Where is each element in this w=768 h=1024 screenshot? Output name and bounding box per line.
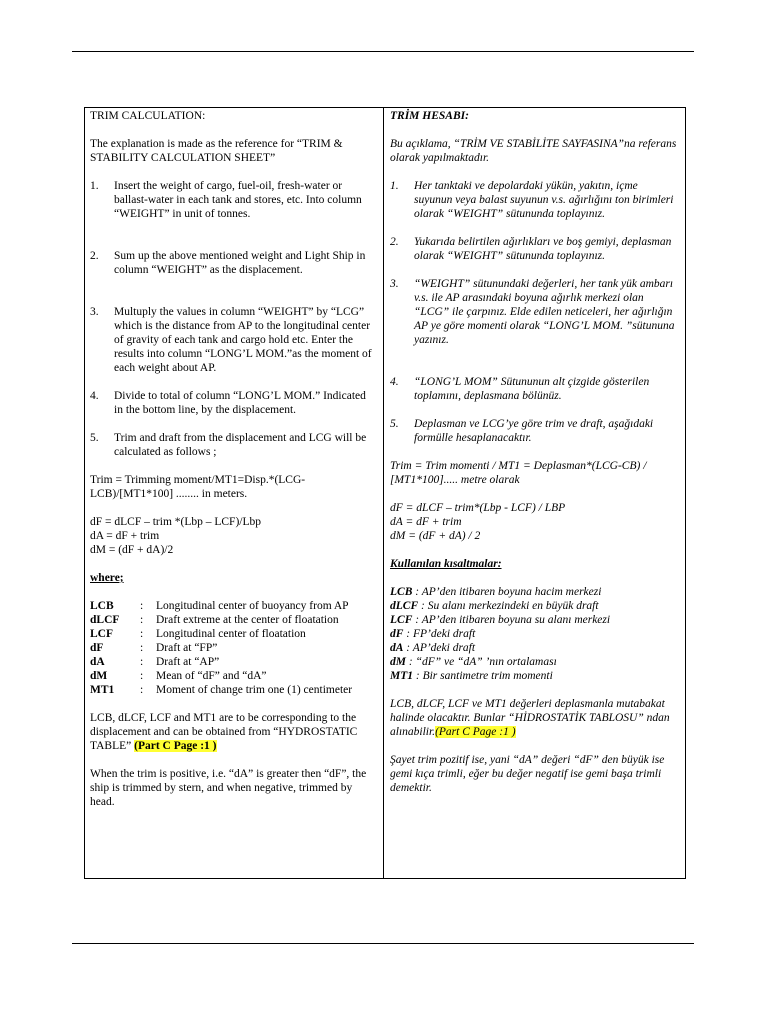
abbr-desc: : AP’deki draft xyxy=(406,642,476,654)
hydrostatic-paragraph xyxy=(90,711,376,753)
abbr-sep: : xyxy=(140,656,144,668)
part-c-reference: (Part C Page :1 ) xyxy=(134,740,217,752)
section-title: TRİM HESABI: xyxy=(390,110,469,122)
step-item xyxy=(90,431,376,459)
abbr-key: dA xyxy=(90,656,105,668)
step-text: Yukarıda belirtilen ağırlıkları ve boş gemiyi, deplasman olarak “WEIGHT” sütununda toplayınız. xyxy=(414,236,672,262)
formula-dm: dM = (dF + dA)/2 xyxy=(90,544,174,556)
step-text: Her tanktaki ve depolardaki yükün, yakıtın, içme suyunun veya balast suyunun v.s. ağırlığını ton birimleri olarak “WEIGHT” sütununda toplayınız. xyxy=(414,180,674,220)
abbr-desc: Mean of “dF” and “dA” xyxy=(156,670,267,682)
step-text: Multuply the values in column “WEIGHT” by “LCG” which is the distance from AP to the longitudinal center of gravity of each tank and cargo hold etc. Enter the results into column “LONG’L MOM.”as the moment of each weight about AP. xyxy=(114,306,372,374)
abbr-desc: Longitudinal center of buoyancy from AP xyxy=(156,600,349,612)
hydrostatic-text: LCB, dLCF, LCF ve MT1 değerleri deplasmanla mutabakat halinde olacaktır. Bunlar “HİDROSTATİK TABLOSU” ndan alınabilir. xyxy=(390,698,670,738)
abbr-key: LCF xyxy=(390,614,413,626)
step-text: Deplasman ve LCG’ye göre trim ve draft, aşağıdaki formülle hesaplanacaktır. xyxy=(414,418,654,444)
step-number: 2. xyxy=(90,250,99,262)
formula-da: dA = dF + trim xyxy=(390,516,462,528)
abbr-sep: : xyxy=(140,642,144,654)
abbreviation-row xyxy=(90,655,376,669)
abbr-desc: : Bir santimetre trim momenti xyxy=(415,670,553,682)
intro-paragraph: The explanation is made as the reference for “TRIM & STABILITY CALCULATION SHEET” xyxy=(90,138,343,164)
part-c-reference: (Part C Page :1 ) xyxy=(435,726,516,738)
step-text: Divide to total of column “LONG’L MOM.” Indicated in the bottom line, by the displacement. xyxy=(114,390,366,416)
abbr-desc: Draft extreme at the center of floatation xyxy=(156,614,339,626)
step-number: 4. xyxy=(390,376,399,388)
step-number: 2. xyxy=(390,236,399,248)
abbr-desc: : AP’den itibaren boyuna hacim merkezi xyxy=(415,586,602,598)
step-number: 4. xyxy=(90,390,99,402)
step-number: 3. xyxy=(390,278,399,290)
where-label: where; xyxy=(90,572,124,584)
step-item xyxy=(390,375,678,403)
step-item xyxy=(90,305,376,375)
step-text: Insert the weight of cargo, fuel-oil, fresh-water or ballast-water in each tank and stores, etc. Into column “WEIGHT” in unit of tonnes. xyxy=(114,180,362,220)
closing-paragraph: Şayet trim pozitif ise, yani “dA” değeri “dF” den büyük ise gemi kıça trimli, eğer bu değer negatif ise gemi başa trimli demektir. xyxy=(390,754,665,794)
step-item xyxy=(90,389,376,417)
abbr-key: LCB xyxy=(390,586,413,598)
abbr-key: dA xyxy=(390,642,404,654)
abbr-key: LCB xyxy=(90,600,114,612)
abbreviation-row xyxy=(390,599,678,613)
turkish-column xyxy=(390,109,678,795)
step-item xyxy=(90,249,376,277)
step-text: Sum up the above mentioned weight and Light Ship in column “WEIGHT” as the displacement. xyxy=(114,250,366,276)
abbr-desc: : AP’den itibaren boyuna su alanı merkezi xyxy=(415,614,611,626)
abbreviation-row xyxy=(390,669,678,683)
abbreviation-row xyxy=(90,669,376,683)
abbreviation-row xyxy=(90,683,376,697)
step-text: “WEIGHT” sütunundaki değerleri, her tank yük ambarı v.s. ile AP arasındaki boyuna ağırlık merkezi olan “LCG” ile çarpınız. Elde edilen neticeleri, her ağırlığın AP ye göre momenti olarak “LONG’L MOM. ”sütununa yazınız. xyxy=(414,278,675,346)
formula-df: dF = dLCF – trim*(Lbp - LCF) / LBP xyxy=(390,502,566,514)
step-number: 5. xyxy=(390,418,399,430)
abbr-desc: : “dF” ve “dA” ’nın ortalaması xyxy=(408,656,557,668)
column-divider xyxy=(383,107,384,879)
trim-formula: Trim = Trimming moment/MT1=Disp.*(LCG-LCB)/[MT1*100] ........ in meters. xyxy=(90,474,306,500)
step-number: 1. xyxy=(90,180,99,192)
step-item xyxy=(390,235,678,263)
step-text: “LONG’L MOM” Sütununun alt çizgide gösterilen toplamını, deplasmana bölünüz. xyxy=(414,376,650,402)
step-item xyxy=(90,179,376,221)
abbr-key: dLCF xyxy=(90,614,120,626)
abbreviation-row xyxy=(390,613,678,627)
abbreviation-row xyxy=(90,627,376,641)
step-item xyxy=(390,277,678,347)
abbreviation-row xyxy=(390,641,678,655)
abbreviation-row xyxy=(90,599,376,613)
closing-paragraph: When the trim is positive, i.e. “dA” is greater then “dF”, the ship is trimmed by stern, and when negative, trimmed by head. xyxy=(90,768,367,808)
step-number: 1. xyxy=(390,180,399,192)
abbr-key: dM xyxy=(90,670,108,682)
abbreviation-row xyxy=(90,613,376,627)
step-item xyxy=(390,417,678,445)
abbreviation-row xyxy=(90,641,376,655)
abbreviation-row xyxy=(390,585,678,599)
step-number: 3. xyxy=(90,306,99,318)
abbr-key: LCF xyxy=(90,628,113,640)
abbr-sep: : xyxy=(140,628,144,640)
formula-df: dF = dLCF – trim *(Lbp – LCF)/Lbp xyxy=(90,516,262,528)
abbr-key: MT1 xyxy=(390,670,413,682)
abbr-desc: : FP’deki draft xyxy=(406,628,476,640)
formula-da: dA = dF + trim xyxy=(90,530,160,542)
abbr-sep: : xyxy=(140,614,144,626)
intro-paragraph: Bu açıklama, “TRİM VE STABİLİTE SAYFASINA”na referans olarak yapılmaktadır. xyxy=(390,138,677,164)
abbr-desc: : Su alanı merkezindeki en büyük draft xyxy=(421,600,599,612)
abbr-key: dF xyxy=(90,642,104,654)
abbr-key: dM xyxy=(390,656,406,668)
abbreviation-row xyxy=(390,627,678,641)
step-number: 5. xyxy=(90,432,99,444)
abbr-desc: Draft at “FP” xyxy=(156,642,218,654)
trim-formula: Trim = Trim momenti / MT1 = Deplasman*(LCG-CB) / [MT1*100]..... metre olarak xyxy=(390,460,647,486)
hydrostatic-text: LCB, dLCF, LCF and MT1 are to be corresponding to the displacement and can be obtained from “HYDROSTATIC TABLE” xyxy=(90,712,358,752)
abbr-desc: Longitudinal center of floatation xyxy=(156,628,306,640)
abbr-sep: : xyxy=(140,600,144,612)
abbr-key: dF xyxy=(390,628,404,640)
formula-dm: dM = (dF + dA) / 2 xyxy=(390,530,481,542)
abbreviations-label: Kullanılan kısaltmalar: xyxy=(390,558,502,570)
header-rule xyxy=(72,51,694,52)
english-column xyxy=(90,109,376,809)
abbr-desc: Draft at “AP” xyxy=(156,656,220,668)
hydrostatic-paragraph xyxy=(390,697,678,739)
abbr-sep: : xyxy=(140,684,144,696)
abbr-key: MT1 xyxy=(90,684,115,696)
step-text: Trim and draft from the displacement and LCG will be calculated as follows ; xyxy=(114,432,367,458)
footer-rule xyxy=(72,943,694,944)
section-title: TRIM CALCULATION: xyxy=(90,110,206,122)
abbr-desc: Moment of change trim one (1) centimeter xyxy=(156,684,353,696)
abbr-sep: : xyxy=(140,670,144,682)
abbr-key: dLCF xyxy=(390,600,419,612)
abbreviation-row xyxy=(390,655,678,669)
step-item xyxy=(390,179,678,221)
